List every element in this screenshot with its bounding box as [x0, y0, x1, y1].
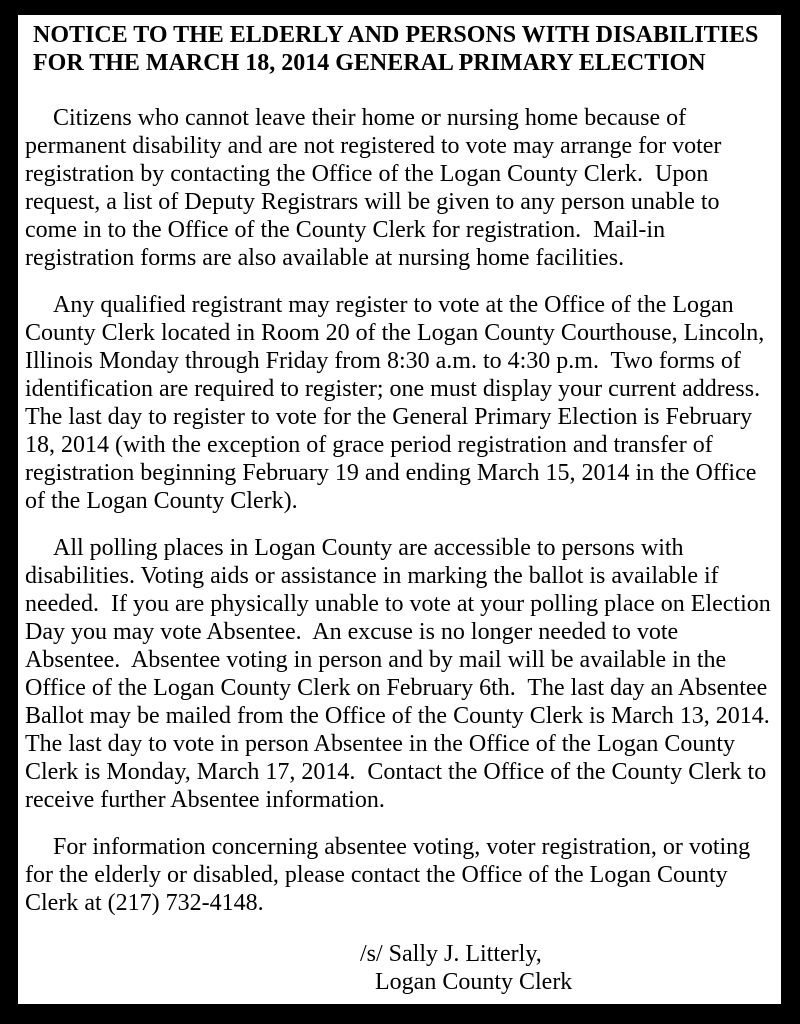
signature-block	[25, 940, 777, 996]
notice-content	[18, 15, 781, 996]
notice-document-page	[18, 15, 781, 1004]
signature-name: /s/ Sally J. Litterly,	[360, 941, 542, 967]
paragraph-polling-places-absentee: All polling places in Logan County are accessible to persons with disabilities. Voting aids or assistance in marking the ballot is available if needed. If you are physically unable to vote at your polling place on Election Day you may vote Absentee. An excuse is no longer needed to vote Absentee. Absentee voting in person and by mail will be available in the Office of the Logan County Clerk on February 6th. The last day an Absentee Ballot may be mailed from the Office of the County Clerk is March 13, 2014. The last day to vote in person Absentee in the Office of the Logan County Clerk is Monday, March 17, 2014. Contact the Office of the County Clerk to receive further Absentee information.	[25, 535, 777, 813]
signature-title: Logan County Clerk	[375, 969, 573, 995]
paragraph-contact-information: For information concerning absentee voting, voter registration, or voting for the elderly or disabled, please contact the Office of the Logan County Clerk at (217) 732-4148.	[25, 834, 757, 916]
paragraph-voter-registration-homebound: Citizens who cannot leave their home or nursing home because of permanent disability and are not registered to vote may arrange for voter registration by contacting the Office of the Logan County Clerk. Upon request, a list of Deputy Registrars will be given to any person unable to come in to the Office of the County Clerk for registration. Mail-in registration forms are also available at nursing home facilities.	[25, 105, 728, 271]
notice-title: NOTICE TO THE ELDERLY AND PERSONS WITH DISABILITIES FOR THE MARCH 18, 2014 GENERAL PRIMARY ELECTION	[33, 22, 765, 76]
paragraph-registration-office-details: Any qualified registrant may register to vote at the Office of the Logan County Clerk located in Room 20 of the Logan County Courthouse, Lincoln, Illinois Monday through Friday from 8:30 a.m. to 4:30 p.m. Two forms of identification are required to register; one must display your current address. The last day to register to vote for the General Primary Election is February 18, 2014 (with the exception of grace period registration and transfer of registration beginning February 19 and ending March 15, 2014 in the Office of the Logan County Clerk).	[25, 292, 771, 514]
